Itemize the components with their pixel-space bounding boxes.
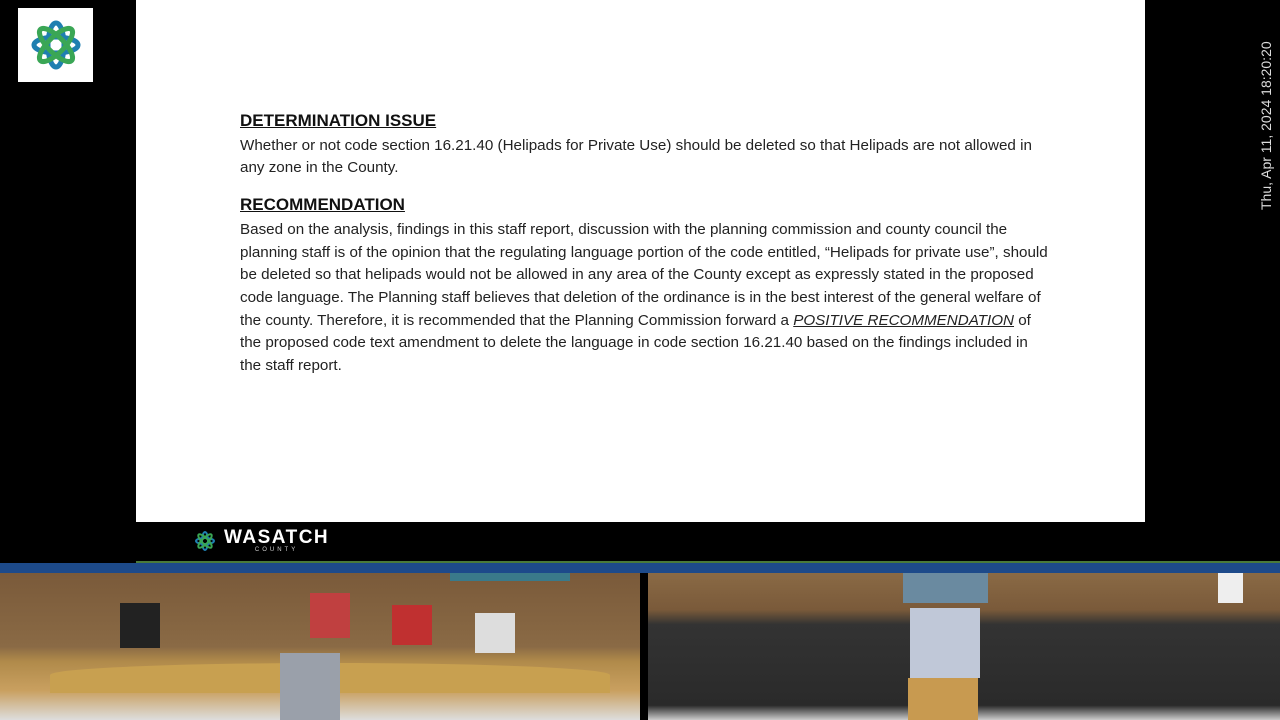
monitor (450, 573, 570, 581)
brand-name: WASATCH (224, 527, 330, 548)
brand-bar (136, 522, 1145, 562)
recommendation-heading: RECOMMENDATION (240, 195, 405, 215)
recommendation-text-a: Based on the analysis, findings in this staff report, discussion with the planning commission and county council the planning staff is of the opinion that the regulating language portion of the code entitled, “Helipads for private use”, should be deleted so that helipads would not be allowed in any area of the County except as expressly stated in the proposed code language. The Planning staff believes that deletion of the ordinance is in the best interest of the general welfare of the county. Therefore, it is recommended that the Planning Commission forward a (240, 220, 1048, 329)
presentation-slide (136, 0, 1145, 522)
brand-logo-icon (192, 528, 218, 554)
chair (120, 603, 160, 648)
podium (908, 678, 978, 720)
blue-bar (0, 563, 1280, 573)
determination-heading: DETERMINATION ISSUE (240, 111, 437, 130)
speaker (910, 608, 980, 678)
speaker (280, 653, 340, 720)
person (475, 613, 515, 653)
person (310, 593, 350, 638)
wasatch-brand (192, 528, 329, 554)
brand-sub: COUNTY (254, 547, 299, 553)
window (903, 573, 988, 603)
determination-text: Whether or not code section 16.21.40 (Helipads for Private Use) should be deleted so that Helipads are not allowed in any zone in the County. (240, 136, 1032, 177)
recommendation-text (240, 219, 1050, 378)
person (392, 605, 432, 645)
positive-recommendation: POSITIVE RECOMMENDATION (793, 311, 1015, 329)
timestamp: Thu, Apr 11, 2024 18:20:20 (1258, 41, 1274, 210)
picture (1218, 573, 1243, 603)
camera-feed-podium (648, 573, 1280, 720)
recommendation-text-b: of the proposed code text amendment to delete the language in code section 16.21.40 based on the findings included in the staff report. (240, 311, 1031, 375)
county-logo (18, 8, 93, 82)
camera-feed-dais (0, 573, 640, 720)
flower-logo-icon (23, 12, 89, 78)
